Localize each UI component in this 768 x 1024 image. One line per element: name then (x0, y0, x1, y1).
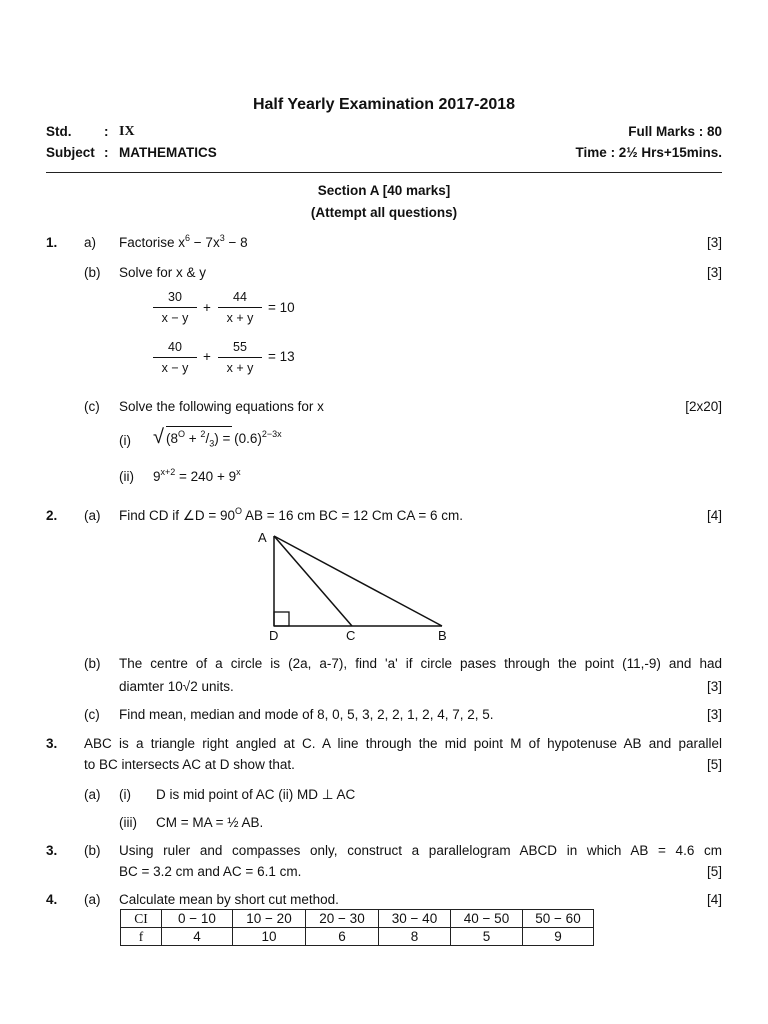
q2b-line1: The centre of a circle is (2a, a-7), find 'a' if circle pases through the point (11,-9) and had (119, 656, 722, 671)
q4a-marks: [4] (706, 892, 722, 907)
eq1-rhs: = 10 (268, 300, 295, 315)
q3b-line1: Using ruler and compasses only, construct a parallelogram ABCD in which AB = 4.6 cm (119, 843, 722, 858)
q1b-marks: [3] (706, 265, 722, 280)
table-cell: 5 (451, 928, 523, 946)
table-cell: 40 − 50 (451, 910, 523, 928)
q3-line1: ABC is a triangle right angled at C. A line through the mid point M of hypotenuse AB and parallel (84, 736, 722, 751)
table-cell: 6 (306, 928, 379, 946)
q1c-ii-expression: $9^{x+2} = 240 + 9^x$ (153, 467, 241, 484)
header-rule (46, 172, 722, 173)
eq1-fraction-1: $\frac{30}{x - y}$ (153, 290, 197, 325)
vertex-b-label: B (438, 628, 447, 643)
q3-marks: [5] (706, 757, 722, 772)
table-cell: 30 − 40 (379, 910, 451, 928)
q3a-iii-label: (iii) (119, 815, 137, 830)
q3b-label: (b) (84, 843, 101, 858)
frequency-table (120, 909, 594, 946)
q2a-label: (a) (84, 508, 101, 523)
q1a-text: Factorise $x^6 - 7x^3 - 8$ (119, 233, 248, 250)
table-cell: 0 − 10 (162, 910, 233, 928)
table-cell: 10 − 20 (233, 910, 306, 928)
eq1-fraction-2: $\frac{44}{x + y}$ (218, 290, 262, 325)
q3b-number: 3. (46, 843, 58, 858)
q1c-marks: [2x20] (685, 399, 722, 414)
full-marks: Full Marks : 80 (628, 124, 722, 139)
table-cell: 20 − 30 (306, 910, 379, 928)
table-row (121, 910, 594, 928)
q4-number: 4. (46, 892, 58, 907)
std-value: IX (119, 124, 135, 139)
q3-line2: to BC intersects AC at D show that. (84, 757, 295, 772)
q3a-i-label: (i) (119, 787, 131, 802)
section-title: Section A [40 marks] (317, 183, 451, 198)
std-colon: : (104, 124, 109, 139)
sqrt-sign: √ (153, 426, 164, 448)
q2b-label: (b) (84, 656, 101, 671)
q1-number: 1. (46, 235, 58, 250)
subject-colon: : (104, 145, 109, 160)
q2b-marks: [3] (706, 679, 722, 694)
q2c-label: (c) (84, 707, 100, 722)
sqrt-bar (166, 426, 232, 427)
q2c-marks: [3] (706, 707, 722, 722)
q3-number: 3. (46, 736, 58, 751)
q3a-label: (a) (84, 787, 101, 802)
q3b-line2: BC = 3.2 cm and AC = 6.1 cm. (119, 864, 302, 879)
vertex-c-label: C (346, 628, 356, 643)
q2-number: 2. (46, 508, 58, 523)
vertex-d-label: D (269, 628, 279, 643)
exam-title: Half Yearly Examination 2017-2018 (252, 96, 516, 113)
q2c-text: Find mean, median and mode of 8, 0, 5, 3, 2, 2, 1, 2, 4, 7, 2, 5. (119, 707, 494, 722)
table-row (121, 928, 594, 946)
eq1-plus: + (203, 300, 211, 315)
eq2-fraction-1: $\frac{40}{x - y}$ (153, 340, 197, 375)
q1c-ii-label: (ii) (119, 469, 134, 484)
q1c-text: Solve the following equations for x (119, 399, 324, 414)
triangle-figure (250, 528, 460, 644)
q2a-text: Find CD if ∠D = $90^O$ AB = 16 cm BC = 12 Cm CA = 6 cm. (119, 506, 463, 523)
time-allowed: Time : 2½ Hrs+15mins. (575, 145, 722, 160)
q4a-text: Calculate mean by short cut method. (119, 892, 339, 907)
section-note: (Attempt all questions) (310, 205, 458, 220)
q1c-i-expression: $(8^O + ^2/_3) = (0.6)^{2-3x}$ (166, 429, 282, 449)
q1c-label: (c) (84, 399, 100, 414)
q3a-iii-text: CM = MA = ½ AB. (156, 815, 264, 830)
table-cell: 10 (233, 928, 306, 946)
q2b-line2: diamter 10√2 units. (119, 679, 234, 694)
table-head-ci: CI (121, 910, 162, 928)
table-cell: 9 (523, 928, 594, 946)
q1b-text: Solve for x & y (119, 265, 207, 280)
q3a-i-text: D is mid point of AC (ii) MD ⊥ AC (156, 787, 356, 802)
q1b-label: (b) (84, 265, 101, 280)
eq2-plus: + (203, 349, 211, 364)
q3b-marks: [5] (706, 864, 722, 879)
q2a-marks: [4] (706, 508, 722, 523)
table-cell: 4 (162, 928, 233, 946)
std-label: Std. (46, 124, 72, 139)
eq2-rhs: = 13 (268, 349, 295, 364)
q1c-i-label: (i) (119, 433, 131, 448)
table-head-f: f (121, 928, 162, 946)
q4a-label: (a) (84, 892, 101, 907)
q1a-label: a) (84, 235, 97, 250)
table-cell: 50 − 60 (523, 910, 594, 928)
vertex-a-label: A (258, 530, 267, 545)
q1a-marks: [3] (706, 235, 722, 250)
table-cell: 8 (379, 928, 451, 946)
subject-label: Subject (46, 145, 95, 160)
subject-value: MATHEMATICS (119, 145, 217, 160)
eq2-fraction-2: $\frac{55}{x + y}$ (218, 340, 262, 375)
